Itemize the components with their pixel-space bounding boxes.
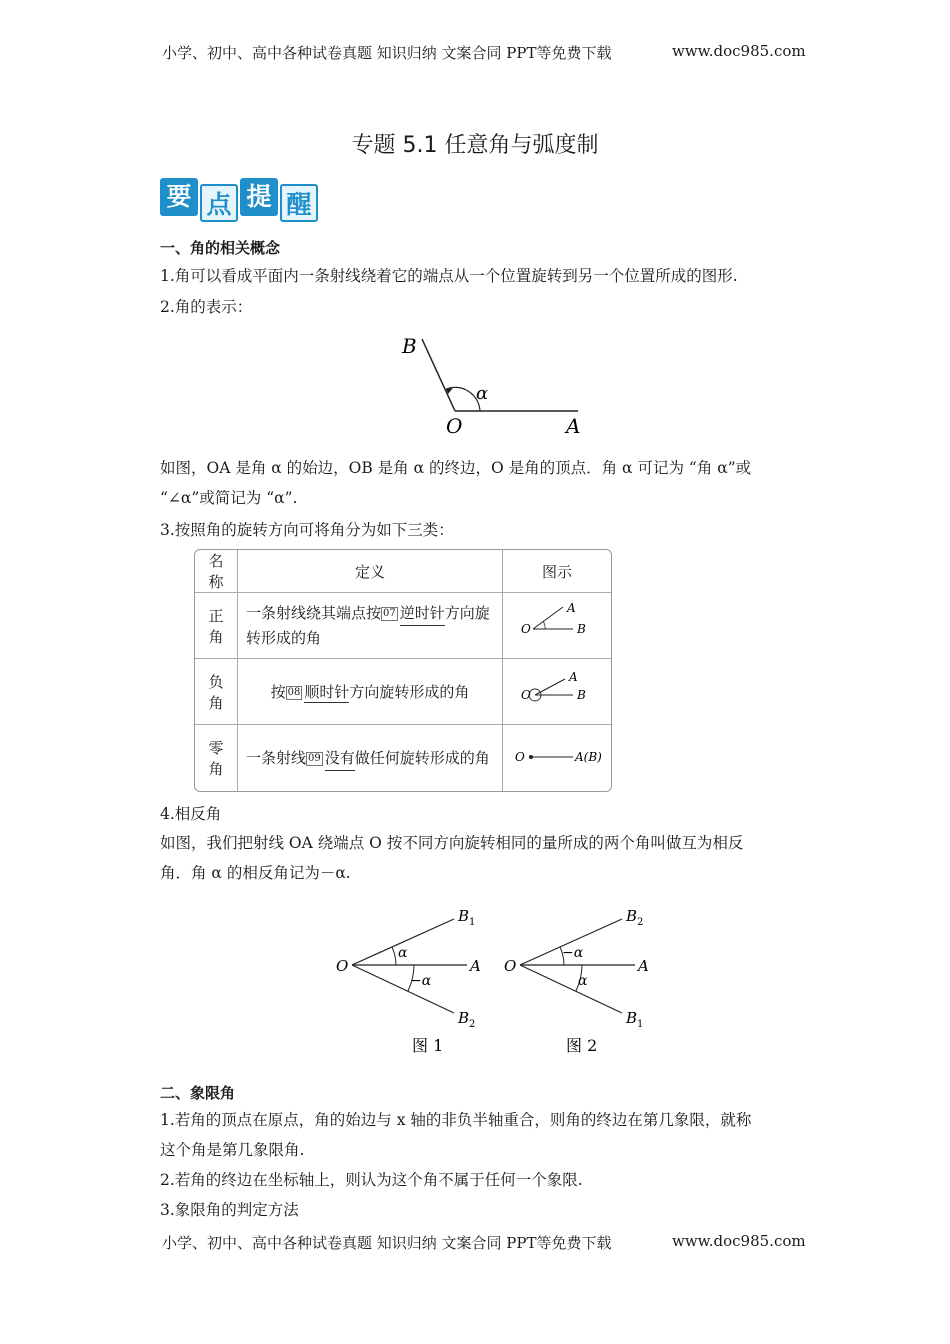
- row-definition: [238, 659, 503, 725]
- caption-figure-1: 图 1: [412, 1036, 444, 1055]
- badge-char-1: 要: [160, 178, 198, 216]
- th-name: 名称: [195, 550, 238, 593]
- svg-text:−α: −α: [562, 945, 584, 961]
- footer-site[interactable]: www.doc985.com: [672, 1232, 806, 1250]
- svg-text:O: O: [336, 957, 349, 975]
- alpha-arc: [446, 387, 480, 411]
- svg-text:α: α: [578, 973, 588, 989]
- paragraph-quadrant-4: 3.象限角的判定方法: [160, 1201, 299, 1219]
- svg-text:A: A: [569, 669, 578, 684]
- svg-text:O: O: [521, 621, 531, 636]
- svg-text:B: B: [458, 907, 470, 925]
- svg-text:B: B: [577, 621, 586, 636]
- negative-angle-diagram: [511, 665, 601, 715]
- header-site[interactable]: www.doc985.com: [672, 42, 806, 60]
- svg-text:O: O: [521, 687, 531, 702]
- table-row: [195, 659, 611, 725]
- svg-text:A: A: [470, 957, 481, 975]
- table-header-row: [195, 550, 611, 593]
- svg-text:B: B: [626, 1009, 638, 1027]
- paragraph-quadrant-3: 2.若角的终边在坐标轴上，则认为这个角不属于任何一个象限.: [160, 1171, 583, 1189]
- blank-number: 08: [287, 686, 301, 698]
- svg-text:O: O: [515, 750, 525, 764]
- badge-char-4: 醒: [280, 184, 318, 222]
- def-text: 方向旋转形成的角: [349, 682, 470, 701]
- row-diagram: [503, 593, 611, 659]
- zero-angle-diagram: [511, 731, 601, 781]
- label-O: O: [446, 414, 463, 438]
- row-diagram: [503, 659, 611, 725]
- def-text: 方向旋转形成的角: [246, 604, 490, 647]
- positive-angle-diagram: [511, 599, 601, 649]
- header-text: 小学、初中、高中各种试卷真题 知识归纳 文案合同 PPT等免费下载: [162, 44, 612, 62]
- caption-figure-2: 图 2: [566, 1036, 598, 1055]
- row-diagram: [503, 725, 611, 791]
- svg-text:−α: −α: [410, 973, 432, 989]
- paragraph-opposite-2: 角．角 α 的相反角记为－α.: [160, 864, 351, 882]
- paragraph-notation-label: 2.角的表示：: [160, 298, 253, 316]
- svg-text:B: B: [626, 907, 638, 925]
- figure-1: [336, 907, 481, 1055]
- svg-text:B: B: [458, 1009, 470, 1027]
- badge-char-3: 提: [240, 178, 278, 216]
- label-alpha: α: [476, 383, 489, 404]
- table-row: [195, 725, 611, 791]
- row-name: 零角: [195, 725, 238, 791]
- svg-text:A: A: [638, 957, 649, 975]
- label-A: A: [566, 414, 581, 438]
- paragraph-explanation-2: “∠α”或简记为 “α”.: [160, 489, 298, 507]
- row-name: 负角: [195, 659, 238, 725]
- svg-text:1: 1: [469, 917, 476, 928]
- def-text: 做任何旋转形成的角: [354, 748, 490, 767]
- page-title: 专题 5.1 任意角与弧度制: [351, 133, 599, 158]
- svg-text:A(B): A(B): [575, 750, 601, 764]
- table-row: [195, 593, 611, 659]
- row-definition: [238, 725, 503, 791]
- badge-char-2: 点: [200, 184, 238, 222]
- svg-text:α: α: [398, 945, 408, 961]
- ray-OB: [422, 339, 455, 411]
- figure-2: [504, 907, 649, 1055]
- opposite-angles-figure: [322, 895, 662, 1067]
- paragraph-classification: 3.按照角的旋转方向可将角分为如下三类：: [160, 521, 454, 539]
- angle-types-table: [194, 549, 612, 792]
- paragraph-explanation-1: 如图，OA 是角 α 的始边，OB 是角 α 的终边，O 是角的顶点．角 α 可记为 “角 α”或: [160, 459, 752, 477]
- label-B: B: [402, 334, 417, 358]
- svg-text:A: A: [567, 600, 576, 615]
- paragraph-definition: 1.角可以看成平面内一条射线绕着它的端点从一个位置旋转到另一个位置所成的图形.: [160, 267, 738, 285]
- th-definition: 定义: [238, 550, 503, 593]
- def-text: 一条射线: [246, 748, 307, 767]
- blank-number: 07: [383, 608, 396, 619]
- section-heading-concepts: 一、角的相关概念: [160, 239, 281, 257]
- paragraph-quadrant-1: 1.若角的顶点在原点，角的始边与 x 轴的非负半轴重合，则角的终边在第几象限，就称: [160, 1111, 752, 1129]
- fill-blank: 逆时针: [400, 601, 445, 626]
- svg-text:O: O: [504, 957, 517, 975]
- angle-figure: [390, 325, 600, 450]
- row-name: 正角: [195, 593, 238, 659]
- footer-text: 小学、初中、高中各种试卷真题 知识归纳 文案合同 PPT等免费下载: [162, 1234, 612, 1252]
- paragraph-opposite-heading: 4.相反角: [160, 805, 222, 823]
- svg-text:1: 1: [637, 1019, 644, 1030]
- page-footer: [162, 1232, 806, 1253]
- def-text: 一条射线绕其端点按: [246, 604, 382, 622]
- paragraph-quadrant-2: 这个角是第几象限角.: [160, 1141, 305, 1159]
- th-diagram: 图示: [503, 550, 611, 593]
- row-definition: [238, 593, 503, 659]
- paragraph-opposite-1: 如图，我们把射线 OA 绕端点 O 按不同方向旋转相同的量所成的两个角叫做互为相反: [160, 834, 744, 852]
- section-heading-quadrant: 二、象限角: [160, 1084, 236, 1102]
- fill-blank: 顺时针: [304, 682, 350, 701]
- svg-text:B: B: [577, 687, 586, 702]
- page-header: [162, 42, 806, 63]
- fill-blank: 没有: [325, 746, 355, 771]
- def-text: 按: [270, 682, 286, 701]
- svg-text:2: 2: [637, 917, 644, 928]
- svg-text:2: 2: [469, 1019, 476, 1030]
- blank-number: 09: [308, 752, 321, 764]
